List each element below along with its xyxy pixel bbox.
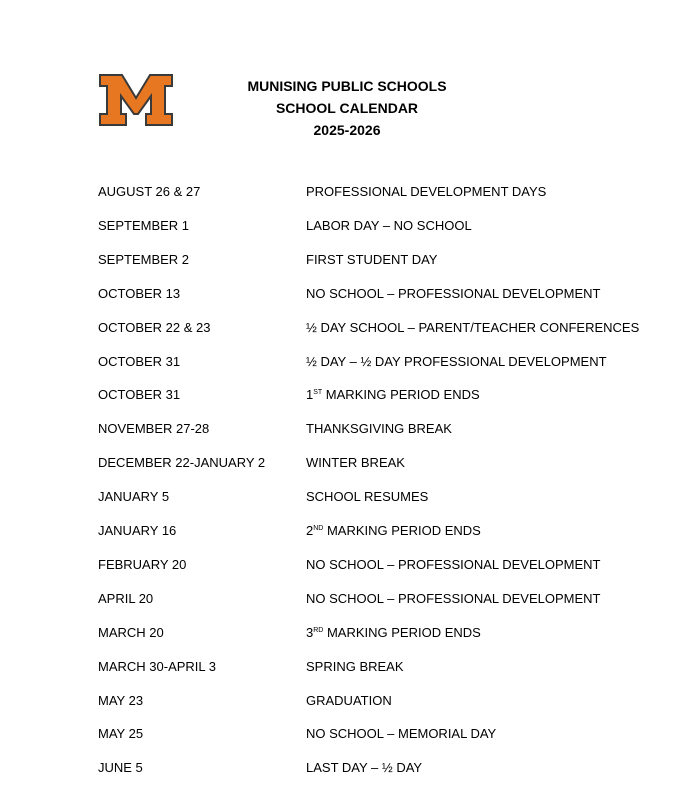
event-date: MAY 25 <box>98 726 144 742</box>
event-date: JANUARY 5 <box>98 489 170 505</box>
event-description: SCHOOL RESUMES <box>306 489 429 505</box>
event-description <box>306 523 481 538</box>
calendar-row <box>0 557 679 577</box>
event-date: OCTOBER 31 <box>98 353 181 369</box>
event-description: LAST DAY – ½ DAY <box>306 760 423 776</box>
event-description: FIRST STUDENT DAY <box>306 251 438 267</box>
calendar-row <box>0 184 679 204</box>
calendar-row <box>0 286 679 306</box>
event-date: MAY 23 <box>98 692 144 708</box>
calendar-row <box>0 523 679 543</box>
event-date: AUGUST 26 & 27 <box>98 184 201 199</box>
event-description: WINTER BREAK <box>306 455 405 471</box>
district-name: MUNISING PUBLIC SCHOOLS <box>247 78 447 94</box>
event-text: MARKING PERIOD ENDS <box>323 523 481 538</box>
document-title: SCHOOL CALENDAR <box>275 100 419 116</box>
marking-period-number: 1 <box>306 387 314 403</box>
ordinal-suffix: RD <box>313 626 324 634</box>
calendar-row <box>0 218 679 238</box>
ordinal-suffix: ND <box>313 525 324 532</box>
calendar-row <box>0 421 679 441</box>
calendar-row <box>0 354 679 374</box>
calendar-row <box>0 693 679 713</box>
calendar-row <box>0 387 679 407</box>
event-date: SEPTEMBER 1 <box>98 217 190 233</box>
event-description: PROFESSIONAL DEVELOPMENT DAYS <box>306 184 547 199</box>
event-description <box>306 625 481 640</box>
calendar-row <box>0 455 679 475</box>
event-description: ½ DAY – ½ DAY PROFESSIONAL DEVELOPMENT <box>306 353 607 369</box>
event-date: OCTOBER 31 <box>98 387 181 403</box>
school-year: 2025-2026 <box>313 122 381 138</box>
event-date: MARCH 20 <box>98 624 164 640</box>
event-text: MARKING PERIOD ENDS <box>323 624 481 640</box>
event-description: NO SCHOOL – PROFESSIONAL DEVELOPMENT <box>306 590 601 606</box>
calendar-row <box>0 591 679 611</box>
event-description: NO SCHOOL – MEMORIAL DAY <box>306 726 497 742</box>
event-date: MARCH 30-APRIL 3 <box>98 658 216 674</box>
ordinal-suffix: ST <box>313 389 323 397</box>
event-description: SPRING BREAK <box>306 658 404 674</box>
event-date: FEBRUARY 20 <box>98 556 187 572</box>
event-description: LABOR DAY – NO SCHOOL <box>306 217 472 233</box>
event-description: NO SCHOOL – PROFESSIONAL DEVELOPMENT <box>306 285 601 301</box>
event-date: JUNE 5 <box>98 760 143 776</box>
event-description: THANKSGIVING BREAK <box>306 421 452 437</box>
event-description <box>306 387 480 402</box>
calendar-row <box>0 760 679 780</box>
event-date: DECEMBER 22-JANUARY 2 <box>98 455 266 471</box>
event-date: SEPTEMBER 2 <box>98 251 190 267</box>
calendar-row <box>0 625 679 645</box>
event-date: OCTOBER 13 <box>98 285 181 301</box>
event-date: JANUARY 16 <box>98 523 177 538</box>
event-description: GRADUATION <box>306 692 392 708</box>
marking-period-number: 2 <box>306 523 314 538</box>
calendar-row <box>0 489 679 509</box>
calendar-row <box>0 726 679 746</box>
calendar-row <box>0 252 679 272</box>
marking-period-number: 3 <box>306 624 314 640</box>
event-text: MARKING PERIOD ENDS <box>322 387 480 403</box>
event-date: OCTOBER 22 & 23 <box>98 319 211 335</box>
calendar-row <box>0 659 679 679</box>
calendar-row <box>0 320 679 340</box>
event-date: APRIL 20 <box>98 590 154 606</box>
event-date: NOVEMBER 27-28 <box>98 421 210 437</box>
event-description: NO SCHOOL – PROFESSIONAL DEVELOPMENT <box>306 556 601 572</box>
event-description: ½ DAY SCHOOL – PARENT/TEACHER CONFERENCES <box>306 319 640 335</box>
